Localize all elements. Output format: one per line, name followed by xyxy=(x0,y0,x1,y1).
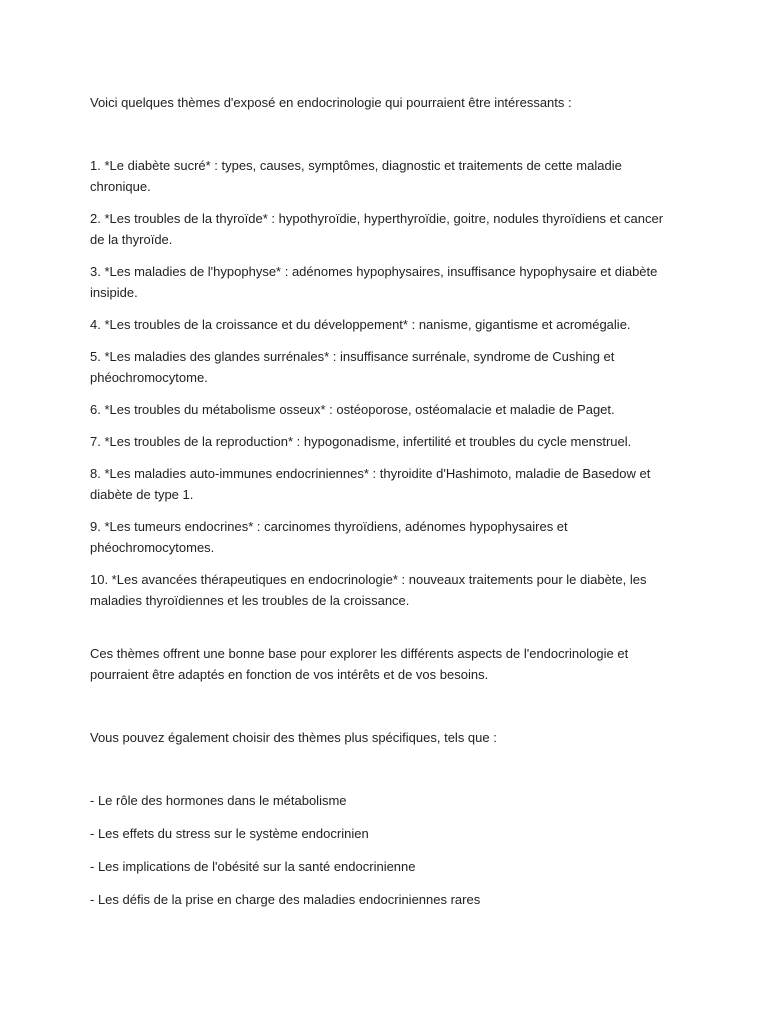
theme-list xyxy=(90,155,670,611)
specific-theme-item: - Les défis de la prise en charge des maladies endocriniennes rares xyxy=(90,892,481,907)
theme-item: 3. *Les maladies de l'hypophyse* : adénomes hypophysaires, insuffisance hypophysaire et diabète insipide. xyxy=(90,264,658,300)
intro-paragraph: Voici quelques thèmes d'exposé en endocrinologie qui pourraient être intéressants : xyxy=(90,95,572,110)
theme-item: 6. *Les troubles du métabolisme osseux* : ostéoporose, ostéomalacie et maladie de Paget. xyxy=(90,402,615,417)
specific-theme-item: - Le rôle des hormones dans le métabolisme xyxy=(90,793,347,808)
specific-theme-item: - Les effets du stress sur le système endocrinien xyxy=(90,826,369,841)
conclusion-paragraph: Ces thèmes offrent une bonne base pour explorer les différents aspects de l'endocrinologie et pourraient être adaptés en fonction de vos intérêts et de vos besoins. xyxy=(90,646,629,682)
specific-themes-intro: Vous pouvez également choisir des thèmes plus spécifiques, tels que : xyxy=(90,730,497,745)
specific-theme-item: - Les implications de l'obésité sur la santé endocrinienne xyxy=(90,859,416,874)
theme-item: 4. *Les troubles de la croissance et du développement* : nanisme, gigantisme et acromégalie. xyxy=(90,317,631,332)
specific-theme-list xyxy=(90,790,670,910)
theme-item: 2. *Les troubles de la thyroïde* : hypothyroïdie, hyperthyroïdie, goitre, nodules thyroïdiens et cancer de la thyroïde. xyxy=(90,211,664,247)
document-page xyxy=(90,92,670,922)
theme-item: 10. *Les avancées thérapeutiques en endocrinologie* : nouveaux traitements pour le diabète, les maladies thyroïdiennes et les troubles de la croissance. xyxy=(90,572,647,608)
theme-item: 8. *Les maladies auto-immunes endocriniennes* : thyroidite d'Hashimoto, maladie de Basedow et diabète de type 1. xyxy=(90,466,651,502)
theme-item: 5. *Les maladies des glandes surrénales* : insuffisance surrénale, syndrome de Cushing et phéochromocytome. xyxy=(90,349,615,385)
theme-item: 7. *Les troubles de la reproduction* : hypogonadisme, infertilité et troubles du cycle menstruel. xyxy=(90,434,632,449)
theme-item: 9. *Les tumeurs endocrines* : carcinomes thyroïdiens, adénomes hypophysaires et phéochromocytomes. xyxy=(90,519,568,555)
theme-item: 1. *Le diabète sucré* : types, causes, symptômes, diagnostic et traitements de cette maladie chronique. xyxy=(90,158,622,194)
